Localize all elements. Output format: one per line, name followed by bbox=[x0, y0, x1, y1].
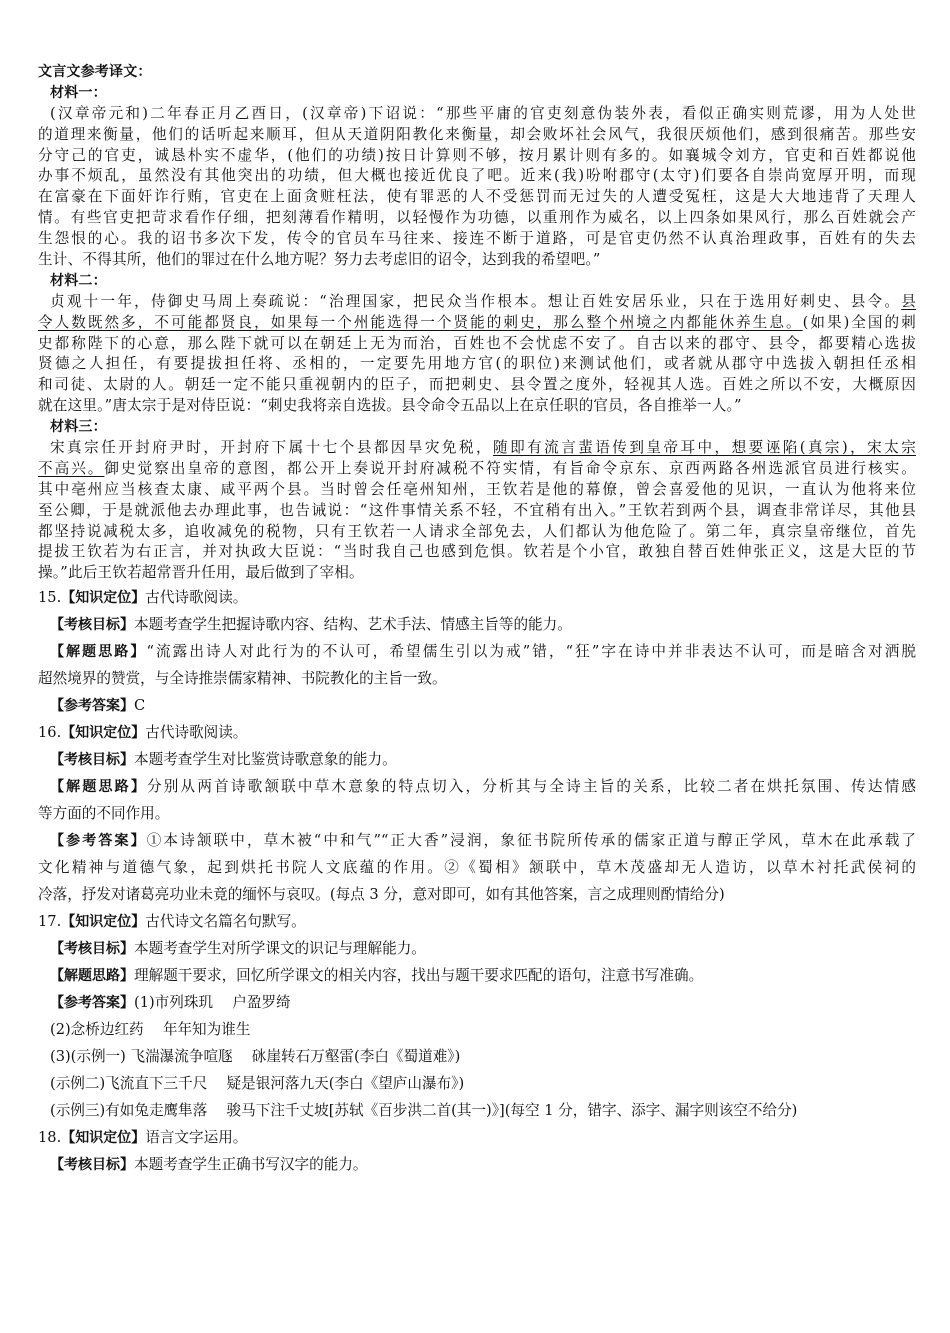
paragraph-line: (汉章帝元和)二年春正月乙酉日，(汉章帝)下诏说：“那些平庸的官吏刻意伪装外表，看似正确实则荒谬，用为人处世 bbox=[50, 104, 916, 122]
material-2-text bbox=[38, 292, 916, 417]
material-1-text bbox=[38, 104, 916, 271]
question-number: 18. bbox=[38, 1129, 62, 1147]
answer-row-cont: 冷落，抒发对诸葛亮功业未竟的缅怀与哀叹。(每点 3 分，意对即可，如有其他答案，言之成理则酌情给分) bbox=[38, 886, 725, 904]
goal-row bbox=[38, 1151, 916, 1178]
paragraph-line: 在富豪在下面奸诈行贿，官吏在上面贪赃枉法，使有罪恶的人不受惩罚而无过失的人遭受冤枉，这是大大地违背了天理人 bbox=[38, 188, 916, 206]
answer-value: C bbox=[134, 697, 146, 715]
answer-row-cont: (3)(示例一) 飞湍瀑流争喧豗 砯崖转石万壑雷(李白《蜀道难》) bbox=[50, 1048, 461, 1066]
answer-row-cont: (示例三)有如兔走鹰隼落 骏马下注千丈坡[苏轼《百步洪二首(其一)》](每空 1 分，错字、添字、漏字则该空不给分) bbox=[50, 1102, 798, 1120]
question-16 bbox=[38, 719, 916, 908]
section-label: 【解题思路】 bbox=[50, 779, 148, 796]
section-text: 古代诗歌阅读。 bbox=[145, 589, 248, 607]
knowledge-row bbox=[38, 1124, 916, 1151]
material-3-text bbox=[38, 438, 916, 584]
paragraph-line: 就在这里。”唐太宗于是对侍臣说：“刺史我将亲自选拔。县令命令五品以上在京任职的官员，各自推举一人。” bbox=[38, 397, 742, 415]
goal-row bbox=[38, 935, 916, 962]
text-segment: 御史觉察出皇帝的意图，都公开上奏说开封府减税不符实情，有旨命令京东、京西两路各州选派官员进行核实。 bbox=[104, 459, 916, 477]
section-text: 本题考查学生对比鉴赏诗歌意象的能力。 bbox=[134, 751, 397, 769]
material-3-title: 材料三： bbox=[50, 419, 107, 436]
underlined-text: 县 bbox=[901, 292, 916, 310]
question-number: 17. bbox=[38, 913, 62, 931]
question-15 bbox=[38, 584, 916, 719]
paragraph-line: 操。”此后王钦若超常晋升任用，最后做到了宰相。 bbox=[38, 564, 364, 582]
section-label: 【参考答案】 bbox=[50, 698, 134, 715]
idea-row bbox=[38, 638, 916, 665]
question-17 bbox=[38, 908, 916, 1124]
answer-page bbox=[38, 62, 916, 1178]
section-label: 【知识定位】 bbox=[61, 1130, 146, 1147]
knowledge-row bbox=[38, 719, 916, 746]
section-label: 【考核目标】 bbox=[50, 617, 134, 634]
question-18 bbox=[38, 1124, 916, 1178]
section-text: 古代诗文名篇名句默写。 bbox=[145, 913, 306, 931]
idea-row bbox=[38, 962, 916, 989]
section-text: 本题考查学生对所学课文的识记与理解能力。 bbox=[134, 940, 426, 958]
section-label: 【知识定位】 bbox=[61, 590, 146, 607]
paragraph-line: 贤德之人担任，有要提拔担任将、丞相的，一定要先用地方官(的职位)来测试他们，或者就从郡守中选拔入朝担任丞相 bbox=[38, 355, 916, 373]
paragraph-line: 提拔王钦若为右正言，并对执政大臣说：“当时我自己也感到危惧。钦若是个小官，敢独自替百姓伸张正义，这是大臣的节 bbox=[38, 543, 916, 561]
paragraph-line bbox=[38, 459, 916, 480]
underlined-text: 令人数既然多，不可能都贤良，如果每一个州能选得一个贤能的刺史，那么整个州境之内都能休养生息。 bbox=[38, 313, 803, 331]
paragraph-line: 至公卿，于是就派他去办理此事，也告诫说：“这件事情关系不轻，不宜稍有出入。”王钦若到两个县，调查非常详尽，其他县 bbox=[38, 501, 916, 519]
text-segment: 贞观十一年，侍御史马周上奏疏说：“治理国家，把民众当作根本。想让百姓安居乐业，只在于选用好刺史、县令。 bbox=[50, 292, 902, 310]
paragraph-line: 其中亳州应当核查太康、咸平两个县。当时曾会任亳州知州，王钦若是他的幕僚，曾会喜爱他的见识，一直认为他将来位 bbox=[38, 480, 916, 498]
material-2-title: 材料二： bbox=[50, 272, 107, 289]
answer-row-cont: (2)念桥边红药 年年知为谁生 bbox=[50, 1021, 251, 1039]
section-text: 本题考查学生正确书写汉字的能力。 bbox=[134, 1156, 368, 1174]
section-text: “流露出诗人对此行为的不认可，希望儒生引以为戒”错，“狂”字在诗中并非表达不认可，而是暗含对洒脱 bbox=[146, 643, 916, 661]
idea-row-cont: 等方面的不同作用。 bbox=[38, 805, 170, 823]
paragraph-line: 办事不烦乱，虽然没有其他突出的功绩，但大概也接近优良了吧。近来(我)吩咐郡守(太守)们要各自崇尚宽厚开明，而现 bbox=[38, 167, 916, 185]
translation-heading: 文言文参考译文： bbox=[38, 64, 152, 80]
section-text: 理解题干要求，回忆所学课文的相关内容，找出与题干要求匹配的语句，注意书写准确。 bbox=[134, 967, 704, 985]
answer-row bbox=[38, 989, 916, 1016]
paragraph-line bbox=[38, 292, 916, 313]
question-number: 15. bbox=[38, 589, 62, 607]
answer-value: ①本诗颔联中，草木被“中和气”“正大香”浸润，象征书院所传承的儒家正道与醇正学风，草木在此承载了 bbox=[146, 832, 916, 850]
section-label: 【参考答案】 bbox=[50, 833, 147, 850]
answer-row-cont: (示例二)飞流直下三千尺 疑是银河落九天(李白《望庐山瀑布》) bbox=[50, 1075, 465, 1093]
section-label: 【知识定位】 bbox=[61, 725, 146, 742]
knowledge-row bbox=[38, 908, 916, 935]
paragraph-line: 生计、不得其所，他们的罪过在什么地方呢？努力去考虑旧的诏令，达到我的希望吧。” bbox=[38, 251, 601, 269]
idea-row-cont: 超然境界的赞赏，与全诗推崇儒家精神、书院教化的主旨一致。 bbox=[38, 670, 447, 688]
idea-row bbox=[38, 773, 916, 800]
paragraph-line: 的道理来衡量，他们的话听起来顺耳，但从天道阴阳教化来衡量，却会败坏社会风气，我很厌烦他们，感到很痛苦。那些安 bbox=[38, 125, 916, 143]
material-1-title: 材料一： bbox=[50, 84, 107, 101]
paragraph-line: 和司徒、太尉的人。朝廷一定不能只重视朝内的臣子，而把刺史、县令置之度外，轻视其人选。百姓之所以不安，大概原因 bbox=[38, 376, 916, 394]
knowledge-row bbox=[38, 584, 916, 611]
section-label: 【考核目标】 bbox=[50, 941, 134, 958]
paragraph-line bbox=[38, 438, 916, 459]
paragraph-line bbox=[38, 313, 916, 334]
question-number: 16. bbox=[38, 724, 62, 742]
section-text: 古代诗歌阅读。 bbox=[145, 724, 248, 742]
goal-row bbox=[38, 611, 916, 638]
answer-row bbox=[38, 692, 916, 719]
goal-row bbox=[38, 746, 916, 773]
text-segment: (如果)全国的刺 bbox=[802, 313, 916, 331]
paragraph-line: 分守己的官吏，诚恳朴实不虚华，(他们的功绩)按日计算则不够，按月累计则有多的。如襄城令刘方，官吏和百姓都说他 bbox=[38, 146, 916, 164]
section-label: 【解题思路】 bbox=[50, 968, 134, 985]
underlined-text: 不高兴。 bbox=[38, 459, 105, 477]
answer-row-cont: 文化精神与道德气象，起到烘托书院人文底蕴的作用。②《蜀相》颔联中，草木茂盛却无人造访，以草木衬托武侯祠的 bbox=[38, 859, 916, 877]
section-label: 【知识定位】 bbox=[61, 914, 146, 931]
answer-row bbox=[38, 827, 916, 854]
section-label: 【考核目标】 bbox=[50, 1157, 134, 1174]
underlined-text: 随即有流言蜚语传到皇帝耳中，想要诬陷(真宗)，宋太宗 bbox=[493, 439, 916, 457]
section-label: 【考核目标】 bbox=[50, 752, 134, 769]
text-segment: 宋真宗任开封府尹时，开封府下属十七个县都因旱灾免税， bbox=[50, 439, 494, 457]
paragraph-line: 情。有些官吏把苛求看作仔细，把刻薄看作精明，以轻慢作为功德，以重刑作为威名，以上四条如果风行，那么百姓就会产 bbox=[38, 209, 916, 227]
section-text: 语言文字运用。 bbox=[145, 1129, 248, 1147]
answer-value: (1)市列珠玑 户盈罗绮 bbox=[134, 994, 291, 1012]
section-label: 【解题思路】 bbox=[50, 644, 147, 661]
section-label: 【参考答案】 bbox=[50, 995, 134, 1012]
section-text: 本题考查学生把握诗歌内容、结构、艺术手法、情感主旨等的能力。 bbox=[134, 616, 572, 634]
section-text: 分别从两首诗歌颔联中草木意象的特点切入，分析其与全诗主旨的关系，比较二者在烘托氛围、传达情感 bbox=[147, 778, 916, 796]
paragraph-line: 都坚持说减税太多，追收减免的税物，只有王钦若一人请求全部免去，人们都认为他危险了。第二年，真宗皇帝继位，首先 bbox=[38, 522, 916, 540]
paragraph-line: 史都称陛下的心意，那么陛下就可以在朝廷上无为而治，百姓也不会忧虑不安了。自古以来的郡守、县令，都要精心选拔 bbox=[38, 334, 916, 352]
paragraph-line: 生怨恨的心。我的诏书多次下发，传令的官员车马往来、接连不断于道路，可是官吏仍然不认真治理政事，百姓有的失去 bbox=[38, 230, 916, 248]
